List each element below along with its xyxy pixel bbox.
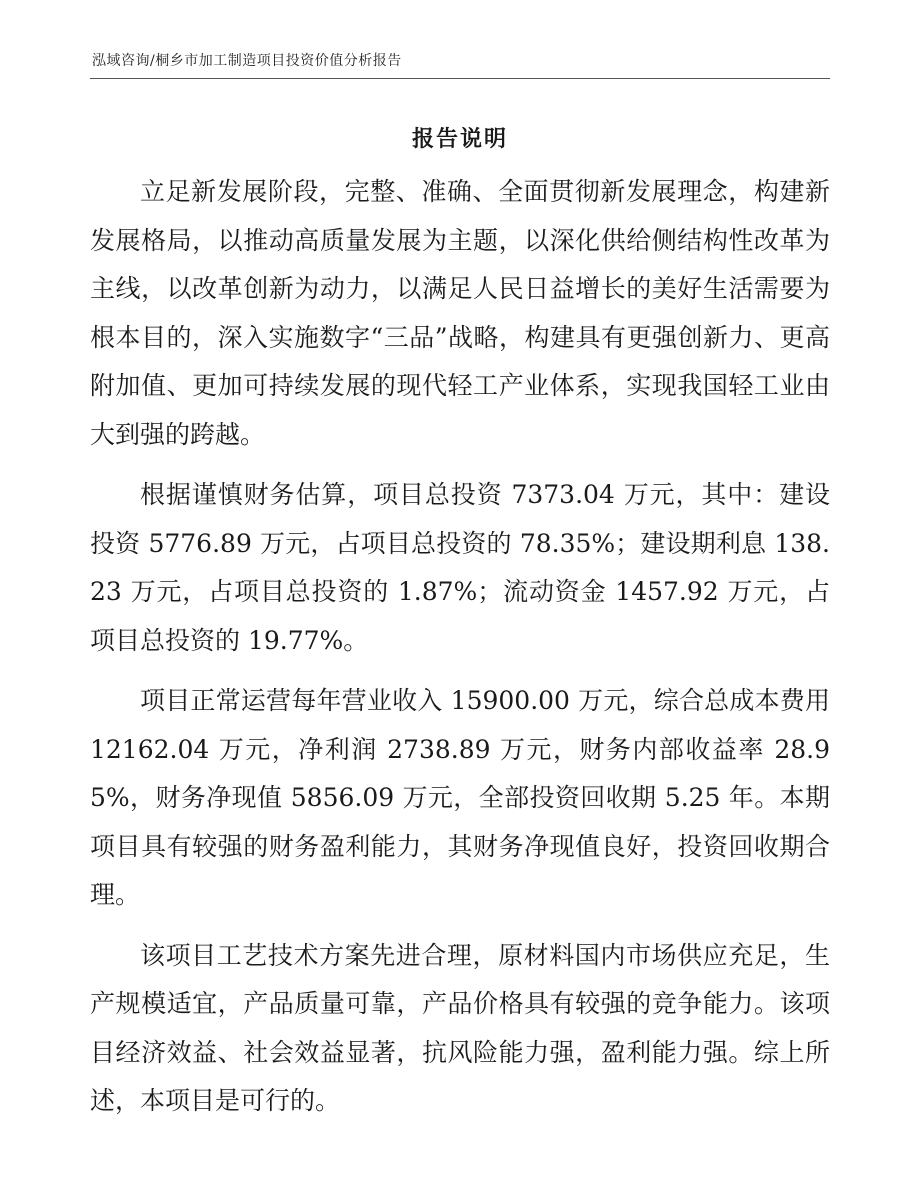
paragraph-investment: 根据谨慎财务估算，项目总投资 7373.04 万元，其中：建设投资 5776.89 万元，占项目总投资的 78.35%；建设期利息 138.23 万元，占项目总投资的 1.87%；流动资金 1457.92 万元，占项目总投资的 19.77%。 (90, 480, 830, 655)
page-title: 报告说明 (411, 126, 508, 152)
report-body (90, 168, 830, 1138)
paragraph-financials: 项目正常运营每年营业收入 15900.00 万元，综合总成本费用 12162.04 万元，净利润 2738.89 万元，财务内部收益率 28.95%，财务净现值 5856.09 万元，全部投资回收期 5.25 年。本期项目具有较强的财务盈利能力，其财务净现值良好，投资回收期合理。 (90, 686, 830, 909)
paragraph-background: 立足新发展阶段，完整、准确、全面贯彻新发展理念，构建新发展格局，以推动高质量发展为主题，以深化供给侧结构性改革为主线，以改革创新为动力，以满足人民日益增长的美好生活需要为根本目的，深入实施数字“三品”战略，构建具有更强创新力、更高附加值、更加可持续发展的现代轻工产业体系，实现我国轻工业由大到强的跨越。 (90, 177, 830, 449)
header-divider (90, 78, 830, 79)
running-header: 泓域咨询/桐乡市加工制造项目投资价值分析报告 (92, 53, 402, 69)
paragraph-conclusion: 该项目工艺技术方案先进合理，原材料国内市场供应充足，生产规模适宜，产品质量可靠，产品价格具有较强的竞争能力。该项目经济效益、社会效益显著，抗风险能力强，盈利能力强。综上所述，本项目是可行的。 (90, 940, 830, 1115)
